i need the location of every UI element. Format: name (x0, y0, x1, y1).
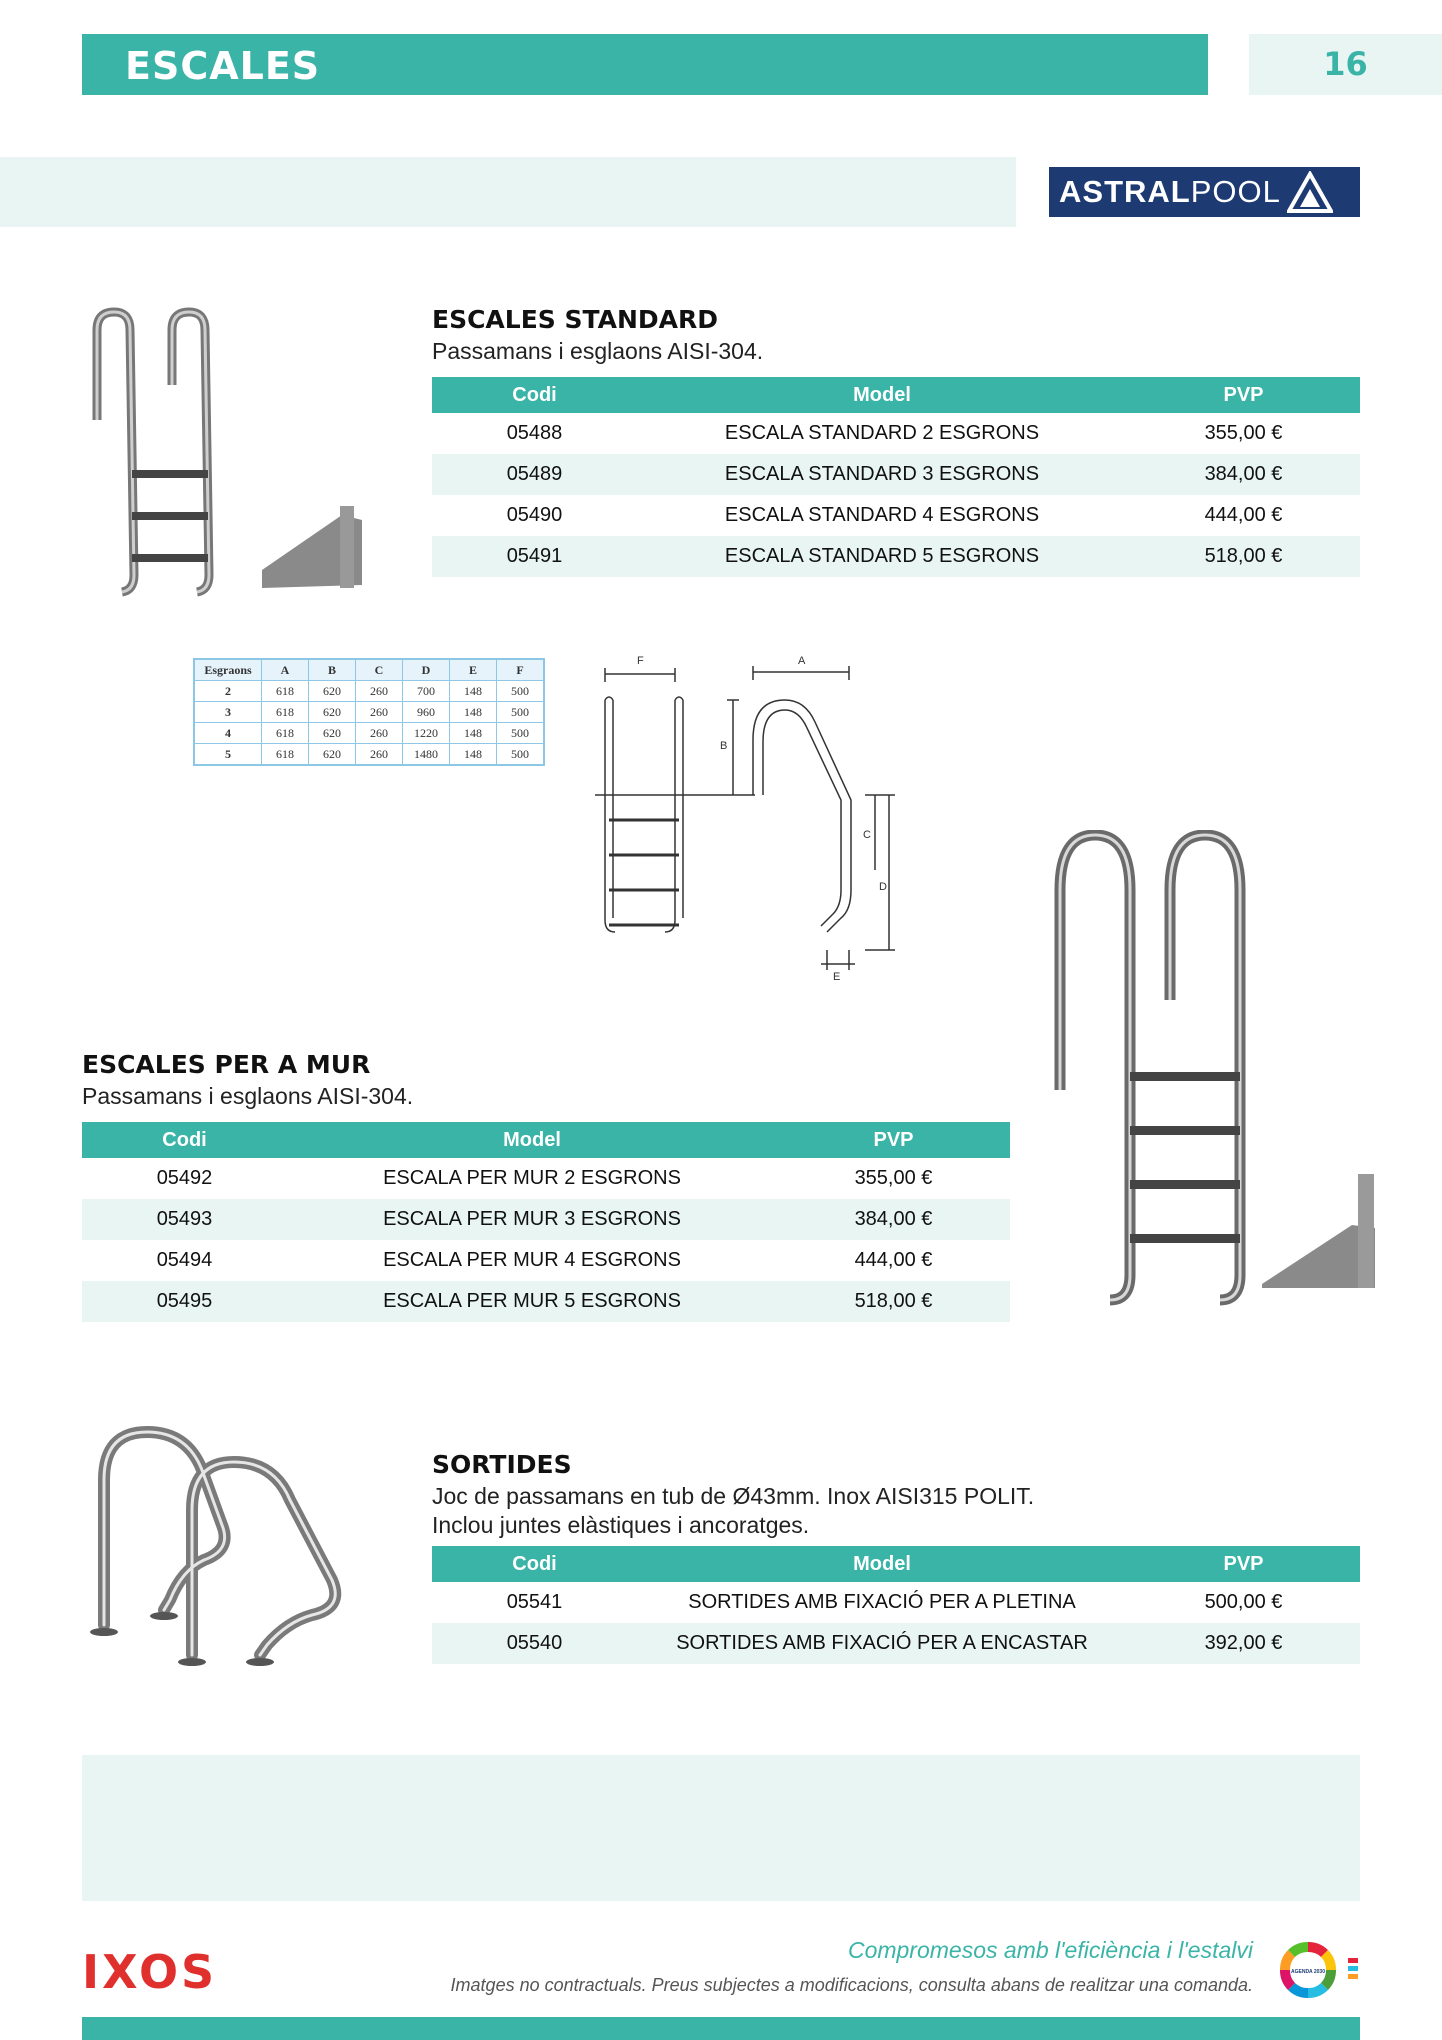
table-row (432, 1623, 1360, 1664)
row-price: 384,00 € (777, 1199, 1010, 1240)
dim-row (194, 681, 544, 702)
row-model: ESCALA STANDARD 4 ESGRONS (724, 504, 1040, 526)
column-header-code: Codi (82, 1122, 287, 1158)
row-code: 05488 (506, 422, 563, 444)
dim-cell: 260 (356, 702, 403, 723)
ixos-logo: IXOS (82, 1945, 218, 1999)
dim-cell: 700 (403, 681, 450, 702)
dim-cell: 148 (450, 681, 497, 702)
diagram-label-d: D (879, 881, 887, 893)
dim-cell: 260 (356, 681, 403, 702)
exits-price-table (432, 1546, 1360, 1664)
table-row (432, 536, 1360, 577)
column-header-price: PVP (1127, 1546, 1360, 1582)
row-model: ESCALA PER MUR 3 ESGRONS (287, 1199, 777, 1240)
agenda-2030-icon (1278, 1938, 1362, 2002)
dim-cell: 2 (194, 681, 262, 702)
dim-header: C (356, 659, 403, 681)
row-code: 05489 (432, 454, 637, 495)
dim-header: D (403, 659, 450, 681)
diagram-label-a: A (798, 655, 806, 667)
dim-header: B (309, 659, 356, 681)
dim-header: A (262, 659, 309, 681)
pool-exit-rails-image (82, 1410, 382, 1670)
table-row (432, 454, 1360, 495)
row-model: SORTIDES AMB FIXACIÓ PER A ENCASTAR (637, 1623, 1127, 1664)
table-row (432, 1582, 1360, 1623)
row-code: 05492 (156, 1167, 213, 1189)
dim-cell: 618 (262, 681, 309, 702)
dim-cell: 4 (194, 723, 262, 744)
table-row (82, 1199, 1010, 1240)
dim-cell: 618 (262, 744, 309, 766)
table-row (82, 1240, 1010, 1281)
dim-cell: 960 (403, 702, 450, 723)
dim-cell: 620 (309, 681, 356, 702)
row-model: ESCALA PER MUR 2 ESGRONS (383, 1167, 681, 1189)
header-band (0, 157, 1016, 227)
table-row (432, 495, 1360, 536)
astral-triangle-icon (1287, 171, 1333, 213)
dim-cell: 620 (309, 702, 356, 723)
standard-ladder-image (82, 300, 382, 600)
dim-cell: 500 (497, 702, 545, 723)
dim-cell: 620 (309, 744, 356, 766)
page-number: 16 (1323, 45, 1368, 83)
footer-tagline: Compromesos amb l'eficiència i l'estalvi (847, 1937, 1253, 1963)
diagram-label-b: B (720, 740, 728, 752)
row-price: 392,00 € (1127, 1623, 1360, 1664)
table-row (82, 1158, 1010, 1199)
row-price: 500,00 € (1204, 1591, 1283, 1613)
wall-ladder-image (1030, 830, 1390, 1320)
diagram-label-e: E (833, 971, 841, 983)
section-wall-title: ESCALES PER A MUR (82, 1050, 371, 1079)
dim-cell: 618 (262, 702, 309, 723)
dim-header: F (497, 659, 545, 681)
dim-cell: 148 (450, 744, 497, 766)
diagram-label-f: F (637, 655, 644, 667)
logo-text-light: POOL (1190, 174, 1281, 209)
row-price: 444,00 € (1204, 504, 1283, 526)
dim-cell: 500 (497, 723, 545, 744)
row-price: 384,00 € (1127, 454, 1360, 495)
table-header-row (82, 1122, 1010, 1158)
table-header-row (432, 377, 1360, 413)
row-price: 444,00 € (854, 1249, 933, 1271)
dim-cell: 500 (497, 744, 545, 766)
section-standard-title: ESCALES STANDARD (432, 305, 718, 334)
section-standard-subtitle: Passamans i esglaons AISI-304. (432, 338, 764, 364)
column-header-code: Codi (432, 1546, 637, 1582)
dim-header: E (450, 659, 497, 681)
dim-header: Esgraons (194, 659, 262, 681)
table-row (82, 1281, 1010, 1322)
dim-cell: 260 (356, 723, 403, 744)
column-header-code: Codi (432, 377, 637, 413)
table-header-row (432, 1546, 1360, 1582)
dim-cell: 5 (194, 744, 262, 766)
row-price: 355,00 € (854, 1167, 933, 1189)
footer-bar (82, 2017, 1360, 2040)
column-header-price: PVP (1127, 377, 1360, 413)
row-code: 05490 (506, 504, 563, 526)
dim-cell: 620 (309, 723, 356, 744)
dim-row (194, 744, 544, 766)
row-code: 05541 (506, 1591, 563, 1613)
row-price: 518,00 € (1127, 536, 1360, 577)
column-header-model: Model (637, 1546, 1127, 1582)
section-exits-subtitle-2: Inclou juntes elàstiques i ancoratges. (432, 1512, 810, 1538)
section-wall-subtitle: Passamans i esglaons AISI-304. (82, 1083, 414, 1109)
agenda-label: AGENDA 2030 (1291, 1969, 1325, 1975)
dim-row (194, 723, 544, 744)
row-model: ESCALA PER MUR 5 ESGRONS (287, 1281, 777, 1322)
row-code: 05494 (156, 1249, 213, 1271)
dim-cell: 1220 (403, 723, 450, 744)
table-row (432, 413, 1360, 454)
astralpool-logo (1049, 167, 1360, 217)
dim-cell: 1480 (403, 744, 450, 766)
column-header-price: PVP (777, 1122, 1010, 1158)
dim-cell: 260 (356, 744, 403, 766)
dim-row (194, 702, 544, 723)
row-code: 05493 (82, 1199, 287, 1240)
section-exits-subtitle-1: Joc de passamans en tub de Ø43mm. Inox AISI315 POLIT. (432, 1483, 1035, 1509)
footer-note-box (82, 1755, 1360, 1901)
standard-price-table (432, 377, 1360, 577)
row-model: ESCALA STANDARD 3 ESGRONS (637, 454, 1127, 495)
page-title: ESCALES (125, 44, 321, 88)
footer-disclaimer: Imatges no contractuals. Preus subjectes a modificacions, consulta abans de realitzar una comanda. (450, 1975, 1253, 1995)
row-model: ESCALA STANDARD 5 ESGRONS (637, 536, 1127, 577)
logo-text-bold: ASTRAL (1059, 174, 1191, 209)
dim-cell: 148 (450, 723, 497, 744)
row-code: 05540 (432, 1623, 637, 1664)
row-model: SORTIDES AMB FIXACIÓ PER A PLETINA (688, 1591, 1076, 1613)
row-model: ESCALA STANDARD 2 ESGRONS (724, 422, 1040, 444)
dim-cell: 500 (497, 681, 545, 702)
wall-price-table (82, 1122, 1010, 1322)
dim-cell: 3 (194, 702, 262, 723)
row-code: 05495 (82, 1281, 287, 1322)
row-code: 05491 (432, 536, 637, 577)
dim-cell: 618 (262, 723, 309, 744)
dim-cell: 148 (450, 702, 497, 723)
diagram-label-c: C (863, 829, 871, 841)
row-price: 355,00 € (1204, 422, 1283, 444)
row-model: ESCALA PER MUR 4 ESGRONS (383, 1249, 681, 1271)
dimensions-table (193, 658, 545, 766)
column-header-model: Model (287, 1122, 777, 1158)
section-exits-title: SORTIDES (432, 1450, 572, 1479)
column-header-model: Model (637, 377, 1127, 413)
row-price: 518,00 € (777, 1281, 1010, 1322)
ladder-dimension-diagram (565, 650, 905, 1000)
